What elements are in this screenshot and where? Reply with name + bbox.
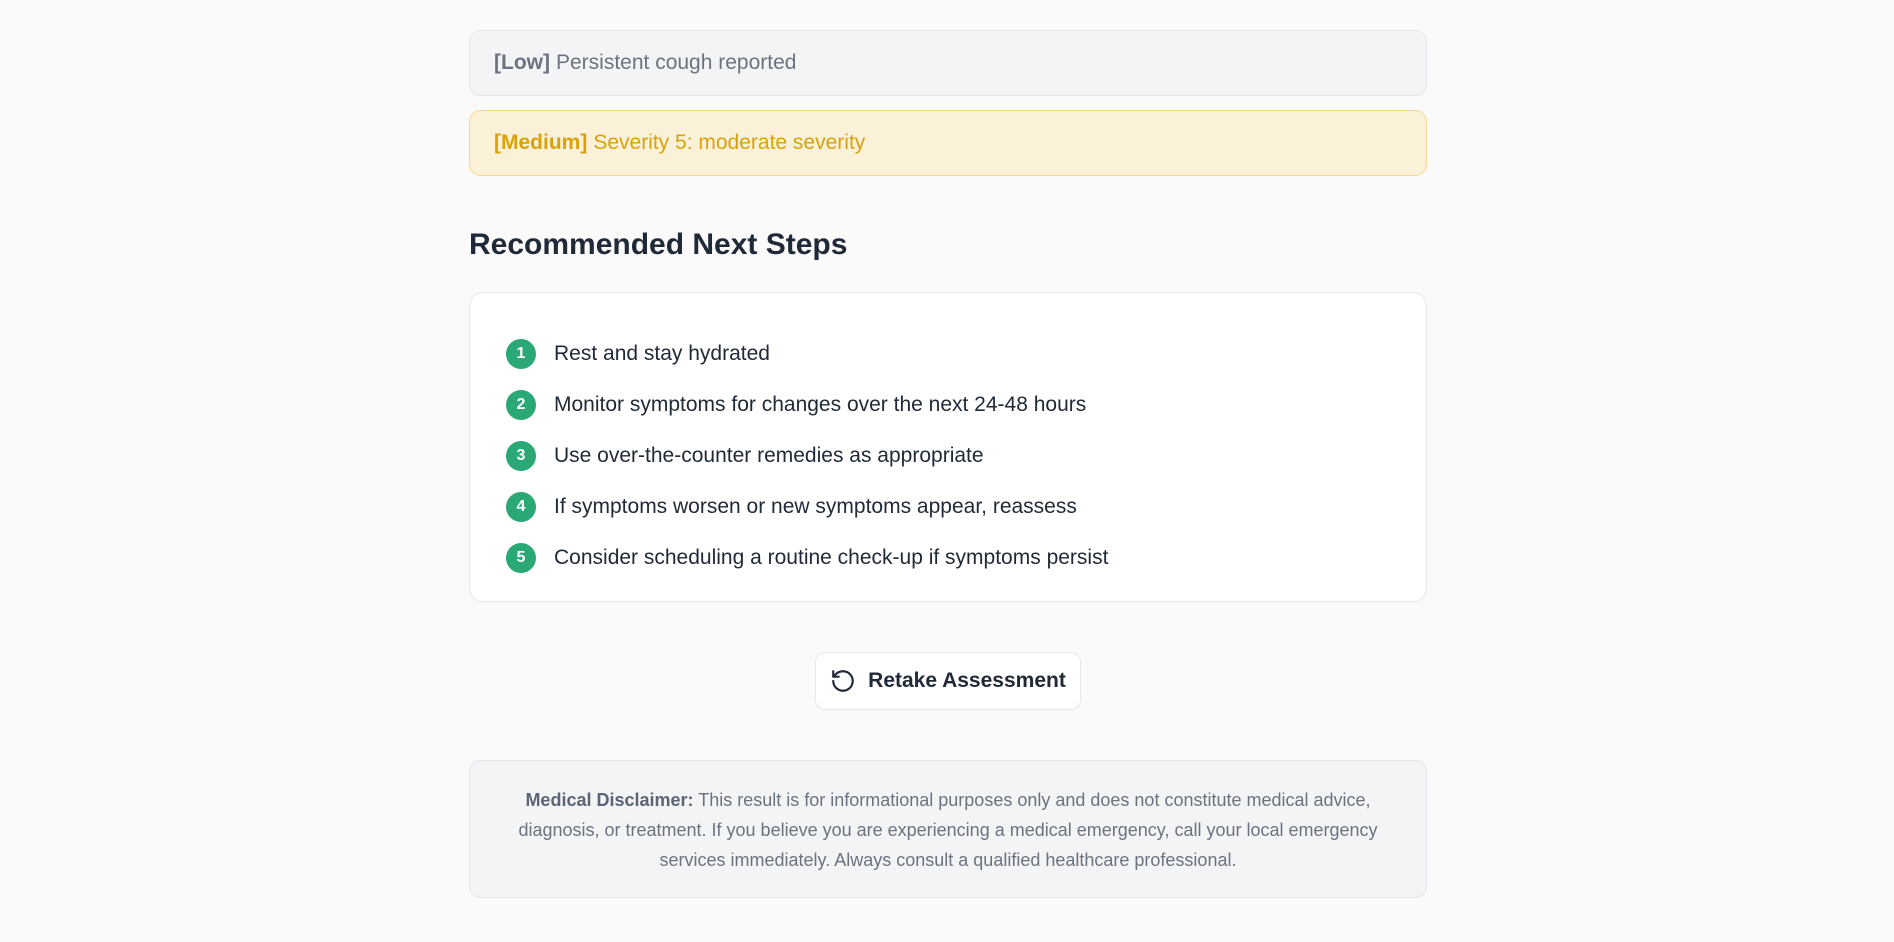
step-item: [506, 379, 1108, 430]
rotate-ccw-icon: [830, 668, 856, 694]
step-text: Rest and stay hydrated: [554, 341, 770, 365]
step-number-badge: 5: [506, 543, 536, 573]
step-item: [506, 481, 1108, 532]
step-item: [506, 532, 1108, 583]
flag-level-label: [Low]: [494, 51, 550, 74]
step-text: If symptoms worsen or new symptoms appear, reassess: [554, 494, 1077, 518]
medical-disclaimer: [469, 760, 1427, 898]
flag-text: Severity 5: moderate severity: [593, 131, 866, 154]
next-steps-title: Recommended Next Steps: [469, 228, 848, 261]
step-item: [506, 328, 1108, 379]
step-number-badge: 3: [506, 441, 536, 471]
disclaimer-label: Medical Disclaimer:: [525, 790, 694, 810]
step-item: [506, 430, 1108, 481]
disclaimer-text: This result is for informational purposes only and does not constitute medical advice, diagnosis, or treatment. If you believe you are experiencing a medical emergency, call your local emergency services immediately. Always consult a qualified healthcare professional.: [518, 790, 1378, 870]
step-number-badge: 4: [506, 492, 536, 522]
flag-medium-item: [469, 110, 1427, 176]
next-steps-list: [506, 328, 1108, 583]
step-number-badge: 2: [506, 390, 536, 420]
step-text: Consider scheduling a routine check-up if symptoms persist: [554, 545, 1109, 569]
retake-assessment-button[interactable]: [815, 652, 1081, 710]
step-text: Monitor symptoms for changes over the next 24-48 hours: [554, 392, 1087, 416]
flag-low-item: [469, 30, 1427, 96]
retake-button-label: Retake Assessment: [868, 669, 1066, 692]
step-number-badge: 1: [506, 339, 536, 369]
flag-level-label: [Medium]: [494, 131, 588, 154]
flag-text: Persistent cough reported: [555, 51, 797, 74]
step-text: Use over-the-counter remedies as appropriate: [554, 443, 984, 467]
next-steps-card: [469, 292, 1427, 602]
